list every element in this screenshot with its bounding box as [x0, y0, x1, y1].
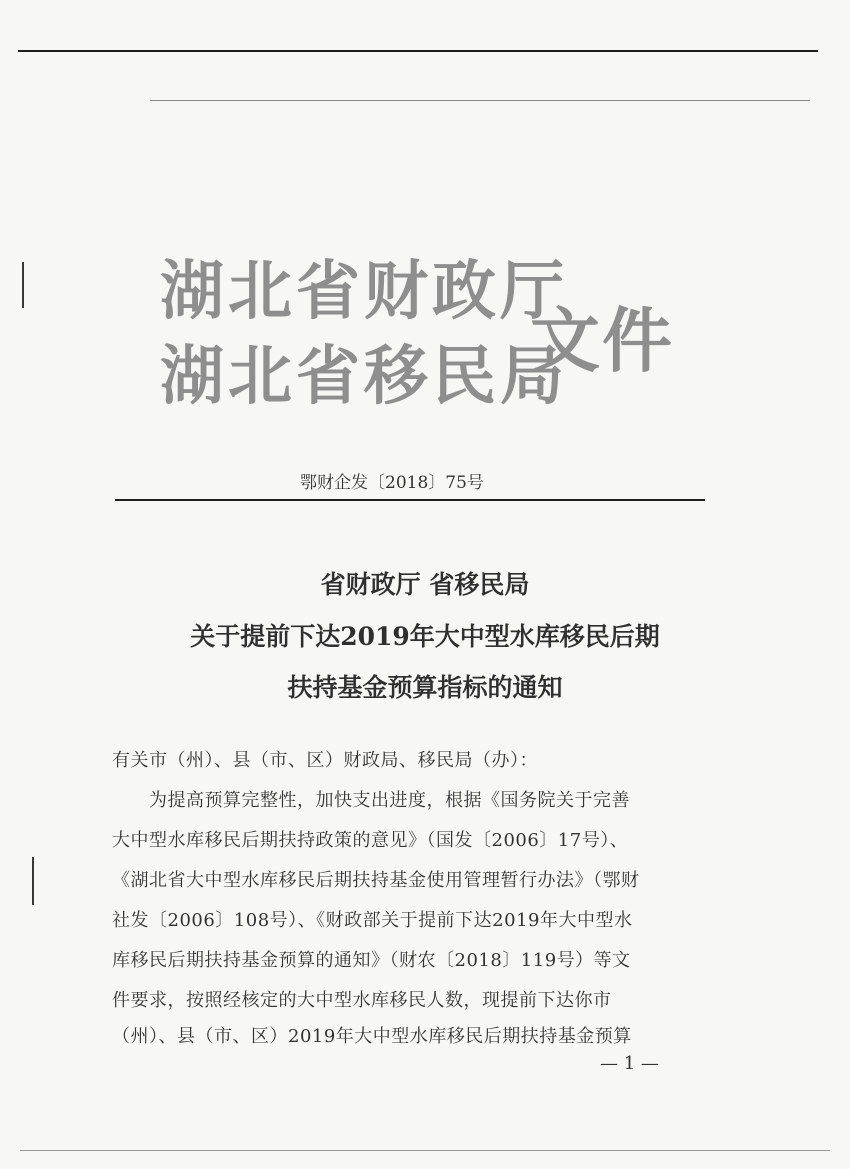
bottom-rule: [20, 1150, 830, 1151]
body-line: （州）、县（市、区）2019年大中型水库移民后期扶持基金预算: [112, 1026, 632, 1047]
issuer-line-2: 湖北省移民局: [160, 340, 568, 414]
red-head-rule: [115, 499, 705, 501]
body-line: 大中型水库移民后期扶持政策的意见》（国发〔2006〕17号）、: [112, 830, 629, 851]
top-rule-thin: [150, 100, 810, 101]
scan-mark: [32, 857, 34, 905]
title-line-3: 扶持基金预算指标的通知: [287, 673, 563, 702]
body-line: 社发〔2006〕108号）、《财政部关于提前下达2019年大中型水: [112, 910, 633, 931]
issuer-line-1: 湖北省财政厅: [160, 255, 568, 329]
page-number: — 1 —: [600, 1053, 659, 1074]
body-line: 件要求，按照经核定的大中型水库移民人数，现提前下达你市: [112, 990, 612, 1011]
document-number: 鄂财企发〔2018〕75号: [300, 473, 484, 493]
title-line-2: 关于提前下达2019年大中型水库移民后期: [190, 622, 660, 651]
top-rule: [18, 50, 818, 52]
title-line-1: 省财政厅 省移民局: [320, 570, 530, 599]
body-line: 为提高预算完整性，加快支出进度，根据《国务院关于完善: [112, 790, 630, 811]
document-word: 文件: [530, 300, 674, 382]
body-line: 库移民后期扶持基金预算的通知》（财农〔2018〕119号）等文: [112, 950, 631, 971]
addressee-line: 有关市（州）、县（市、区）财政局、移民局（办）：: [112, 750, 538, 771]
body-line: 《湖北省大中型水库移民后期扶持基金使用管理暂行办法》（鄂财: [112, 870, 640, 891]
scan-mark: [22, 262, 24, 308]
